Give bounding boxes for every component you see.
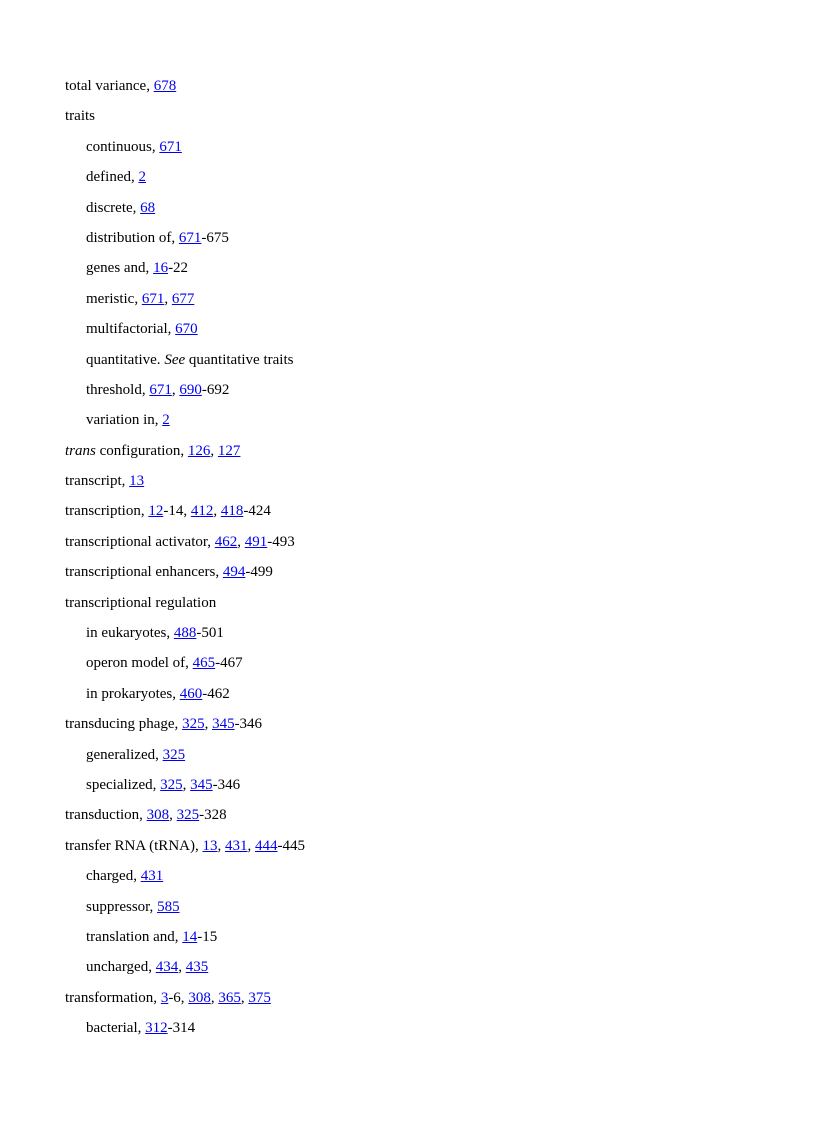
entry-text: transformation, <box>65 989 161 1006</box>
entry-text: transcriptional enhancers, <box>65 564 223 581</box>
index-subentry <box>65 775 785 805</box>
entry-text: -445 <box>277 837 305 854</box>
page-link[interactable]: 308 <box>188 989 211 1006</box>
entry-text: specialized, <box>86 776 161 793</box>
entry-text: , <box>210 442 218 459</box>
entry-text: , <box>164 290 172 307</box>
entry-text: transcriptional activator, <box>65 533 215 550</box>
page-link[interactable]: 2 <box>162 412 170 429</box>
page-link[interactable]: 127 <box>217 442 241 459</box>
page-link[interactable]: 3 <box>160 989 169 1006</box>
page-link[interactable]: 308 <box>146 807 170 824</box>
page-link[interactable]: 494 <box>222 564 246 581</box>
index-subentry <box>65 350 785 380</box>
entry-text: , <box>169 807 177 824</box>
entry-text: , <box>213 503 221 520</box>
entry-text: , <box>178 959 186 976</box>
page-link[interactable]: 13 <box>202 837 218 854</box>
page-link[interactable]: 412 <box>190 503 214 520</box>
page-link[interactable]: 312 <box>145 1020 168 1037</box>
entry-text: -462 <box>202 685 230 702</box>
page-link[interactable]: 690 <box>179 381 202 398</box>
page-link[interactable]: 677 <box>171 290 195 307</box>
page-link[interactable]: 431 <box>140 868 164 885</box>
entry-text: -14, <box>163 503 191 520</box>
entry-text: -493 <box>267 533 295 550</box>
page-link[interactable]: 462 <box>214 533 238 550</box>
entry-text: meristic, <box>86 290 142 307</box>
page-link[interactable]: 16 <box>153 260 169 277</box>
index-subentry <box>65 957 785 987</box>
page-link[interactable]: 325 <box>176 807 200 824</box>
index-subentry <box>65 167 785 197</box>
page-link[interactable]: 365 <box>218 989 241 1006</box>
index-subentry <box>65 897 785 927</box>
page-link[interactable]: 14 <box>182 928 198 945</box>
index-subentry <box>65 623 785 653</box>
index-subentry <box>65 745 785 775</box>
entry-text: , <box>217 837 225 854</box>
entry-text: , <box>182 776 191 793</box>
page-link[interactable]: 345 <box>212 716 235 733</box>
index-entry <box>65 714 785 744</box>
index-subentry <box>65 927 785 957</box>
entry-text: -15 <box>197 928 218 945</box>
entry-text: quantitative traits <box>185 351 294 368</box>
entry-text: -424 <box>243 503 271 520</box>
page-link[interactable]: 671 <box>141 290 165 307</box>
page-link[interactable]: 444 <box>254 837 278 854</box>
index-subentry <box>65 228 785 258</box>
index-entry <box>65 106 785 136</box>
entry-text: -6, <box>168 989 189 1006</box>
index-entry <box>65 562 785 592</box>
entry-text: transducing phage, <box>65 716 183 733</box>
entry-text: operon model of, <box>86 655 193 672</box>
page-link[interactable]: 375 <box>248 989 271 1006</box>
entry-text: suppressor, <box>86 898 158 915</box>
index-subentry <box>65 410 785 440</box>
entry-text: , <box>204 716 213 733</box>
entry-text: total variance, <box>65 78 154 94</box>
entry-text: -501 <box>196 625 224 642</box>
entry-text: in eukaryotes, <box>86 625 174 642</box>
entry-text: -675 <box>201 229 229 246</box>
italic-term: See <box>164 351 186 368</box>
entry-text: configuration, <box>95 442 188 459</box>
page-link[interactable]: 325 <box>160 776 183 793</box>
entry-text: , <box>247 837 255 854</box>
entry-text: transcription, <box>65 503 149 520</box>
entry-text: continuous, <box>86 138 160 155</box>
entry-text: , <box>240 989 249 1006</box>
page-link[interactable]: 670 <box>175 321 198 338</box>
entry-text: generalized, <box>86 746 163 763</box>
entry-text: in prokaryotes, <box>86 685 180 702</box>
entry-text: -346 <box>212 776 241 793</box>
index-entry <box>65 501 785 531</box>
entry-text: transcriptional regulation <box>65 594 217 611</box>
entry-text: translation and, <box>86 928 183 945</box>
index-entry <box>65 76 785 106</box>
entry-text: uncharged, <box>86 959 156 976</box>
index-list <box>65 76 785 1049</box>
entry-text: defined, <box>86 169 139 186</box>
page-link[interactable]: 678 <box>153 78 177 94</box>
entry-text: distribution of, <box>86 229 179 246</box>
index-entry <box>65 471 785 501</box>
entry-text: quantitative. <box>86 351 165 368</box>
entry-text: , <box>171 381 180 398</box>
page-link[interactable]: 585 <box>157 898 180 915</box>
page-link[interactable]: 671 <box>178 229 202 246</box>
index-entry <box>65 532 785 562</box>
page-link[interactable]: 325 <box>162 746 186 763</box>
page-link[interactable]: 435 <box>185 959 209 976</box>
page-link[interactable]: 460 <box>179 685 203 702</box>
entry-text: traits <box>65 108 95 125</box>
page-link[interactable]: 2 <box>138 169 146 186</box>
page-link[interactable]: 488 <box>173 625 197 642</box>
index-subentry <box>65 684 785 714</box>
page-link[interactable]: 325 <box>182 716 205 733</box>
entry-text: bacterial, <box>86 1020 146 1037</box>
entry-text: genes and, <box>86 260 154 277</box>
entry-text: charged, <box>86 868 141 885</box>
page-link[interactable]: 491 <box>244 533 268 550</box>
page-link[interactable]: 68 <box>140 199 156 216</box>
index-subentry <box>65 198 785 228</box>
index-entry <box>65 988 785 1018</box>
entry-text: -692 <box>201 381 230 398</box>
page-link[interactable]: 671 <box>149 381 172 398</box>
page-link[interactable]: 671 <box>159 138 182 155</box>
entry-text: -314 <box>167 1020 196 1037</box>
entry-text: transcript, <box>65 473 130 490</box>
page-link[interactable]: 12 <box>148 503 164 520</box>
entry-text: multifactorial, <box>86 321 176 338</box>
index-entry <box>65 836 785 866</box>
entry-text: threshold, <box>86 381 150 398</box>
entry-text: variation in, <box>86 412 163 429</box>
index-subentry <box>65 653 785 683</box>
page-link[interactable]: 434 <box>155 959 179 976</box>
index-subentry <box>65 137 785 167</box>
entry-text: -328 <box>199 807 227 824</box>
page-link[interactable]: 126 <box>187 442 211 459</box>
entry-text: discrete, <box>86 199 141 216</box>
index-entry <box>65 593 785 623</box>
page-link[interactable]: 345 <box>190 776 213 793</box>
entry-text: -22 <box>168 260 189 277</box>
index-subentry <box>65 866 785 896</box>
entry-text: -467 <box>215 655 243 672</box>
page-link[interactable]: 13 <box>129 473 145 490</box>
index-entry <box>65 805 785 835</box>
page-link[interactable]: 418 <box>220 503 244 520</box>
entry-text: -499 <box>245 564 273 581</box>
entry-text: -346 <box>234 716 263 733</box>
entry-text: , <box>237 533 245 550</box>
entry-text: transfer RNA (tRNA), <box>65 837 203 854</box>
entry-text: , <box>210 989 219 1006</box>
index-subentry <box>65 1018 785 1048</box>
italic-term: trans <box>65 442 96 459</box>
index-subentry <box>65 380 785 410</box>
index-subentry <box>65 289 785 319</box>
entry-text: transduction, <box>65 807 147 824</box>
index-subentry <box>65 319 785 349</box>
index-subentry <box>65 258 785 288</box>
page-link[interactable]: 431 <box>224 837 248 854</box>
page-link[interactable]: 465 <box>192 655 216 672</box>
index-entry <box>65 441 785 471</box>
